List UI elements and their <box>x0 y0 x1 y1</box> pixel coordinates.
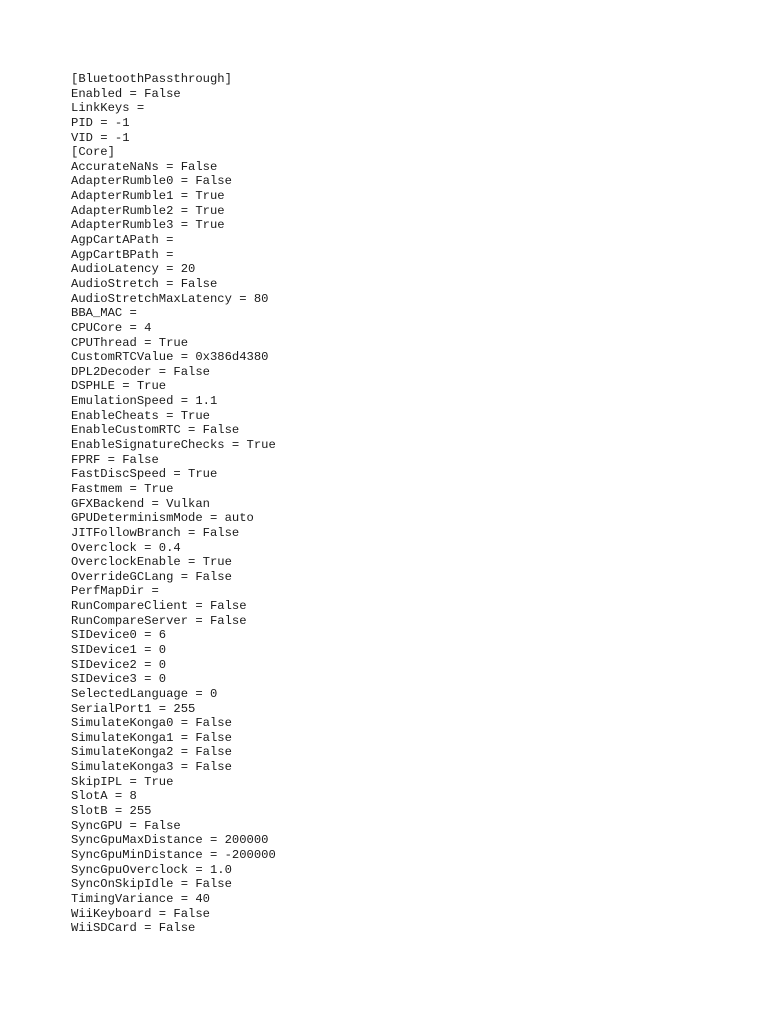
config-line: SelectedLanguage = 0 <box>71 686 218 701</box>
config-line: EnableSignatureChecks = True <box>71 438 276 453</box>
config-line: SimulateKonga0 = False <box>71 716 232 731</box>
config-line: Overclock = 0.4 <box>71 540 181 555</box>
config-line: SyncGpuMaxDistance = 200000 <box>71 833 269 848</box>
config-line: Fastmem = True <box>71 481 174 496</box>
config-line: WiiSDCard = False <box>71 921 196 936</box>
config-line: PID = -1 <box>71 115 130 130</box>
config-line: PerfMapDir = <box>71 584 159 599</box>
config-line: FPRF = False <box>71 452 159 467</box>
config-line: SIDevice2 = 0 <box>71 657 167 672</box>
config-line: SIDevice3 = 0 <box>71 672 167 687</box>
config-line: SIDevice1 = 0 <box>71 642 167 657</box>
config-line: FastDiscSpeed = True <box>71 467 218 482</box>
config-line: SIDevice0 = 6 <box>71 628 167 643</box>
config-line: AgpCartBPath = <box>71 247 174 262</box>
config-line: WiiKeyboard = False <box>71 906 210 921</box>
config-line: CPUCore = 4 <box>71 320 152 335</box>
config-line: GFXBackend = Vulkan <box>71 496 210 511</box>
config-line: OverrideGCLang = False <box>71 569 232 584</box>
config-line: GPUDeterminismMode = auto <box>71 511 254 526</box>
config-line: DSPHLE = True <box>71 379 167 394</box>
config-line: Enabled = False <box>71 86 181 101</box>
config-line: AdapterRumble1 = True <box>71 189 225 204</box>
config-line: SyncGpuOverclock = 1.0 <box>71 862 232 877</box>
config-line: JITFollowBranch = False <box>71 525 240 540</box>
config-line: EnableCheats = True <box>71 408 210 423</box>
config-line: SlotB = 255 <box>71 804 152 819</box>
config-line: AccurateNaNs = False <box>71 159 218 174</box>
config-line: DPL2Decoder = False <box>71 364 210 379</box>
config-line: LinkKeys = <box>71 101 145 116</box>
config-line: SimulateKonga3 = False <box>71 760 232 775</box>
config-line: SyncGpuMinDistance = -200000 <box>71 847 276 862</box>
config-line: [Core] <box>71 145 115 160</box>
config-line: TimingVariance = 40 <box>71 891 210 906</box>
config-line: SyncOnSkipIdle = False <box>71 877 232 892</box>
config-line: [BluetoothPassthrough] <box>71 72 232 86</box>
config-line: AudioLatency = 20 <box>71 262 196 277</box>
config-line: AgpCartAPath = <box>71 233 174 248</box>
config-file-text <box>71 72 276 936</box>
config-line: VID = -1 <box>71 130 130 145</box>
config-line: AdapterRumble2 = True <box>71 203 225 218</box>
config-line: SlotA = 8 <box>71 789 137 804</box>
config-line: AudioStretchMaxLatency = 80 <box>71 291 269 306</box>
config-line: SyncGPU = False <box>71 818 181 833</box>
config-line: CPUThread = True <box>71 335 189 350</box>
config-line: SkipIPL = True <box>71 774 174 789</box>
config-line: EmulationSpeed = 1.1 <box>71 394 218 409</box>
config-line: SerialPort1 = 255 <box>71 701 196 716</box>
config-line: CustomRTCValue = 0x386d4380 <box>71 350 269 365</box>
config-line: OverclockEnable = True <box>71 555 232 570</box>
config-line: RunCompareClient = False <box>71 599 247 614</box>
config-line: SimulateKonga1 = False <box>71 730 232 745</box>
config-line: SimulateKonga2 = False <box>71 745 232 760</box>
config-line: AdapterRumble0 = False <box>71 174 232 189</box>
config-line: AdapterRumble3 = True <box>71 218 225 233</box>
config-line: AudioStretch = False <box>71 276 218 291</box>
config-line: RunCompareServer = False <box>71 613 247 628</box>
config-line: BBA_MAC = <box>71 306 137 321</box>
config-line: EnableCustomRTC = False <box>71 423 240 438</box>
